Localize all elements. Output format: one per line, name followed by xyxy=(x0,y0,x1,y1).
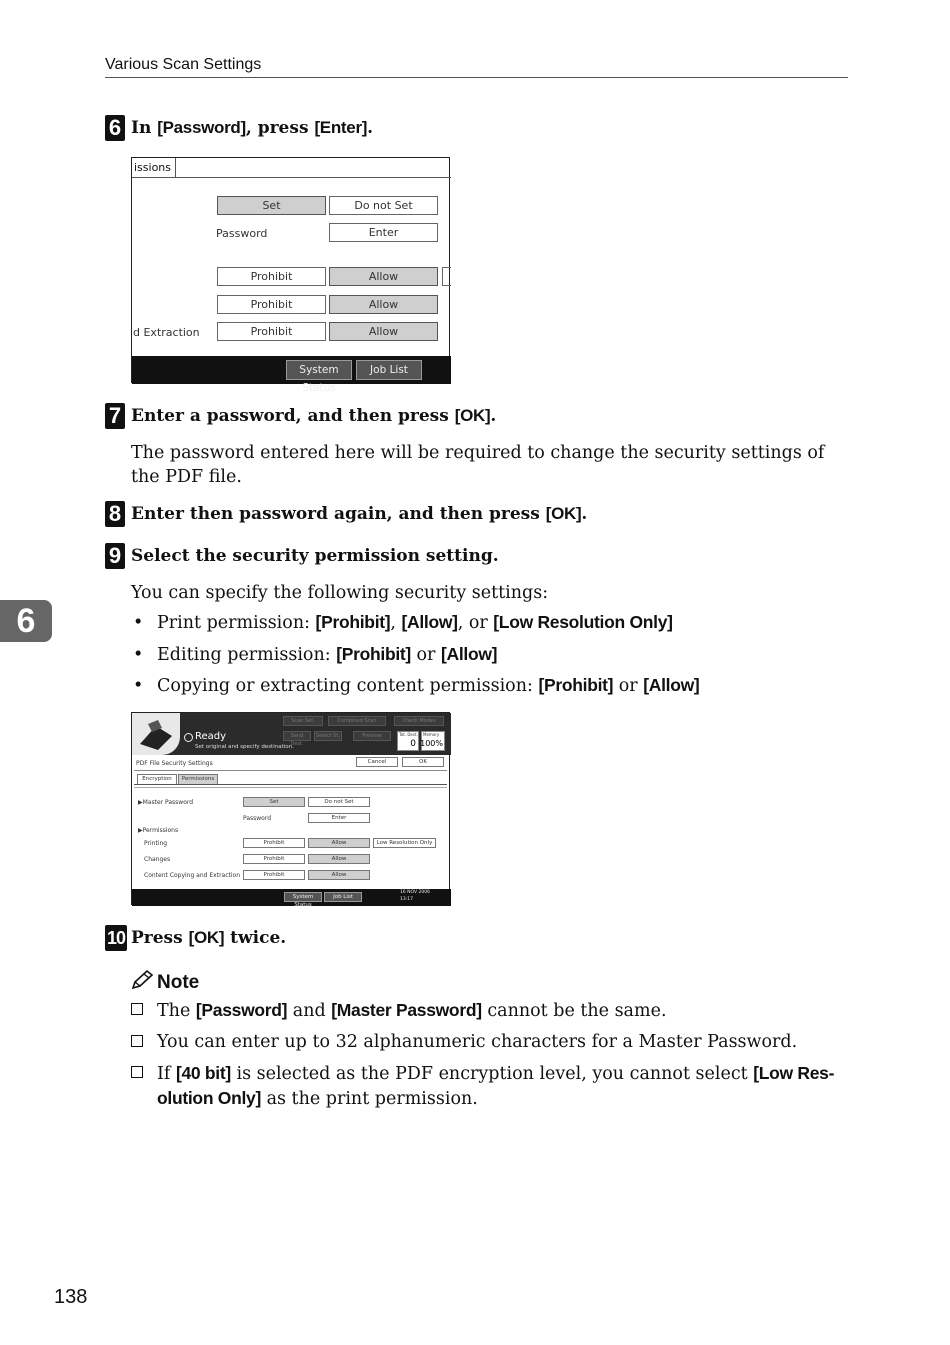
screenshot-pdf-security-settings xyxy=(131,712,450,908)
list-item: • Copying or extracting content permission: [Prohibit] or [Allow] xyxy=(133,675,700,696)
screenshot-password-settings xyxy=(131,157,450,394)
prohibit-button[interactable]: Prohibit xyxy=(217,295,326,314)
printing-prohibit-button[interactable]: Prohibit xyxy=(243,838,305,848)
note-heading: Note xyxy=(131,970,199,994)
step-title: Enter a password, and then press [OK]. xyxy=(131,406,497,426)
prohibit-button[interactable]: Prohibit xyxy=(217,322,326,341)
status-header xyxy=(132,713,451,755)
master-do-not-set-button[interactable]: Do not Set xyxy=(308,797,370,807)
system-status-button[interactable]: System Status xyxy=(286,360,352,380)
set-button[interactable]: Set xyxy=(217,196,326,215)
checkbox-bullet-icon xyxy=(131,1003,143,1015)
master-set-button[interactable]: Set xyxy=(243,797,305,807)
list-item: • Print permission: [Prohibit], [Allow], or [Low Resolution Only] xyxy=(133,612,673,633)
changes-allow-button[interactable]: Allow xyxy=(308,854,370,864)
send-dest-button[interactable]: Send Dest. xyxy=(283,731,311,741)
header-rule xyxy=(105,77,848,78)
note-item: The [Password] and [Master Password] cannot be the same. xyxy=(131,998,851,1022)
cancel-button[interactable]: Cancel xyxy=(356,757,398,767)
step-title: In [Password], press [Enter]. xyxy=(131,118,374,138)
page-number: 138 xyxy=(54,1286,88,1308)
extraction-label: d Extraction xyxy=(133,326,200,339)
tab-permissions[interactable]: Permissions xyxy=(178,774,218,784)
content-allow-button[interactable]: Allow xyxy=(308,870,370,880)
allow-button[interactable]: Allow xyxy=(329,295,438,314)
time-label: 13:17 xyxy=(400,897,413,902)
check-modes-button[interactable]: Check Modes xyxy=(394,716,444,726)
enter-button[interactable]: Enter xyxy=(308,813,370,823)
job-list-button[interactable]: Job List xyxy=(356,360,422,380)
ready-subtext: Set original and specify destination. xyxy=(195,744,294,750)
job-list-button[interactable]: Job List xyxy=(324,892,362,902)
step-title: Select the security permission setting. xyxy=(131,546,499,566)
content-extraction-label: Content Copying and Extraction xyxy=(144,872,240,879)
memory-indicator: Memory 100% xyxy=(421,731,445,751)
password-label: Password xyxy=(216,227,268,240)
tab-rule xyxy=(176,177,451,178)
tab-rule xyxy=(134,784,447,785)
tab-permissions[interactable]: issions xyxy=(132,158,176,178)
divider xyxy=(134,770,447,771)
logo-panel xyxy=(132,713,180,755)
printing-low-resolution-button[interactable]: Low Resolution Only xyxy=(373,838,436,848)
step-number: 6 xyxy=(105,115,125,141)
date-label: 16 NOV 2006 xyxy=(400,890,430,895)
select-stored-button[interactable]: Select St. xyxy=(314,731,342,741)
step-9-body: You can specify the following security settings: xyxy=(131,583,549,603)
note-item: You can enter up to 32 alphanumeric characters for a Master Password. xyxy=(131,1030,851,1054)
running-head: Various Scan Settings xyxy=(105,56,262,73)
master-password-label: ▶Master Password xyxy=(138,799,194,806)
content-prohibit-button[interactable]: Prohibit xyxy=(243,870,305,880)
printing-label: Printing xyxy=(144,840,168,847)
chapter-tab: 6 xyxy=(0,600,52,642)
ready-icon xyxy=(184,733,193,742)
password-label: Password xyxy=(243,815,272,822)
checkbox-bullet-icon xyxy=(131,1035,143,1047)
step-number: 7 xyxy=(105,403,125,429)
pencil-icon xyxy=(131,970,153,990)
ready-label: Ready xyxy=(195,731,227,742)
permissions-label: ▶Permissions xyxy=(138,827,179,834)
system-status-button[interactable]: System Status xyxy=(284,892,322,902)
combined-scan-button[interactable]: Combined Scan xyxy=(328,716,386,726)
printing-allow-button[interactable]: Allow xyxy=(308,838,370,848)
step-title: Enter then password again, and then press [OK]. xyxy=(131,504,588,524)
changes-label: Changes xyxy=(144,856,171,863)
step-number: 8 xyxy=(105,501,125,527)
allow-button[interactable]: Allow xyxy=(329,322,438,341)
clipped-button xyxy=(442,267,451,286)
allow-button[interactable]: Allow xyxy=(329,267,438,286)
checkbox-bullet-icon xyxy=(131,1066,143,1078)
scanner-icon xyxy=(136,718,176,752)
step-7-body: The password entered here will be required to change the security settings of the PDF file. xyxy=(131,443,825,487)
step-number: 10 xyxy=(105,925,127,951)
note-item: If [40 bit] is selected as the PDF encryption level, you cannot select [Low Res- olution Only] as the print permission. xyxy=(131,1061,851,1109)
changes-prohibit-button[interactable]: Prohibit xyxy=(243,854,305,864)
ok-button[interactable]: OK xyxy=(402,757,444,767)
dialog-title: PDF File Security Settings xyxy=(136,760,213,767)
tab-encryption[interactable]: Encryption xyxy=(137,774,177,784)
list-item: • Editing permission: [Prohibit] or [Allow] xyxy=(133,644,498,665)
preview-button[interactable]: Preview xyxy=(353,731,391,741)
destination-counter: Tot. Dest. 0 xyxy=(399,732,418,749)
step-number: 9 xyxy=(105,543,125,569)
tab-rule xyxy=(134,787,447,788)
prohibit-button[interactable]: Prohibit xyxy=(217,267,326,286)
enter-button[interactable]: Enter xyxy=(329,223,438,242)
do-not-set-button[interactable]: Do not Set xyxy=(329,196,438,215)
step-title: Press [OK] twice. xyxy=(131,928,287,948)
scan-settings-button[interactable]: Scan Set. xyxy=(283,716,323,726)
